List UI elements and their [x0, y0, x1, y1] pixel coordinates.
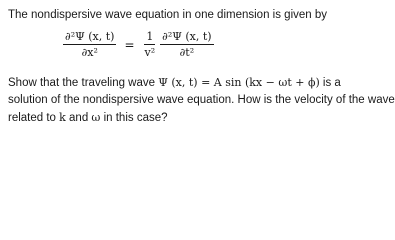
question-line-3-suffix: in this case? [100, 112, 168, 124]
question-line-3 [8, 109, 350, 127]
question-line-1 [8, 74, 350, 92]
question-line-1-suffix: is a [319, 77, 341, 89]
lhs-numerator: ∂²Ψ (x, t) [65, 30, 115, 43]
question-line-3-mid: and [65, 112, 92, 124]
coefficient-denominator: v² [144, 46, 156, 59]
rhs-fraction [160, 30, 213, 59]
question-text [8, 74, 395, 127]
lhs-fraction [63, 30, 116, 59]
wave-equation [63, 30, 214, 59]
coefficient-fraction [143, 30, 158, 59]
wavenumber-symbol: k [59, 111, 66, 124]
rhs-numerator: ∂²Ψ (x, t) [162, 30, 212, 43]
traveling-wave-expression: Ψ (x, t) = A sin (kx − ωt + ϕ) [158, 76, 320, 89]
coefficient-numerator: 1 [146, 30, 154, 43]
lhs-denominator: ∂x² [81, 46, 98, 59]
question-line-1-prefix: Show that the traveling wave [8, 77, 159, 89]
rhs-denominator: ∂t² [179, 46, 195, 59]
angular-frequency-symbol: ω [91, 111, 101, 124]
intro-text: The nondispersive wave equation in one dimension is given by [8, 9, 328, 21]
question-line-3-prefix: related to [8, 112, 60, 124]
equals-sign: = [124, 37, 135, 52]
question-line-2: solution of the nondispersive wave equation. How is the velocity of the wave [8, 94, 395, 106]
